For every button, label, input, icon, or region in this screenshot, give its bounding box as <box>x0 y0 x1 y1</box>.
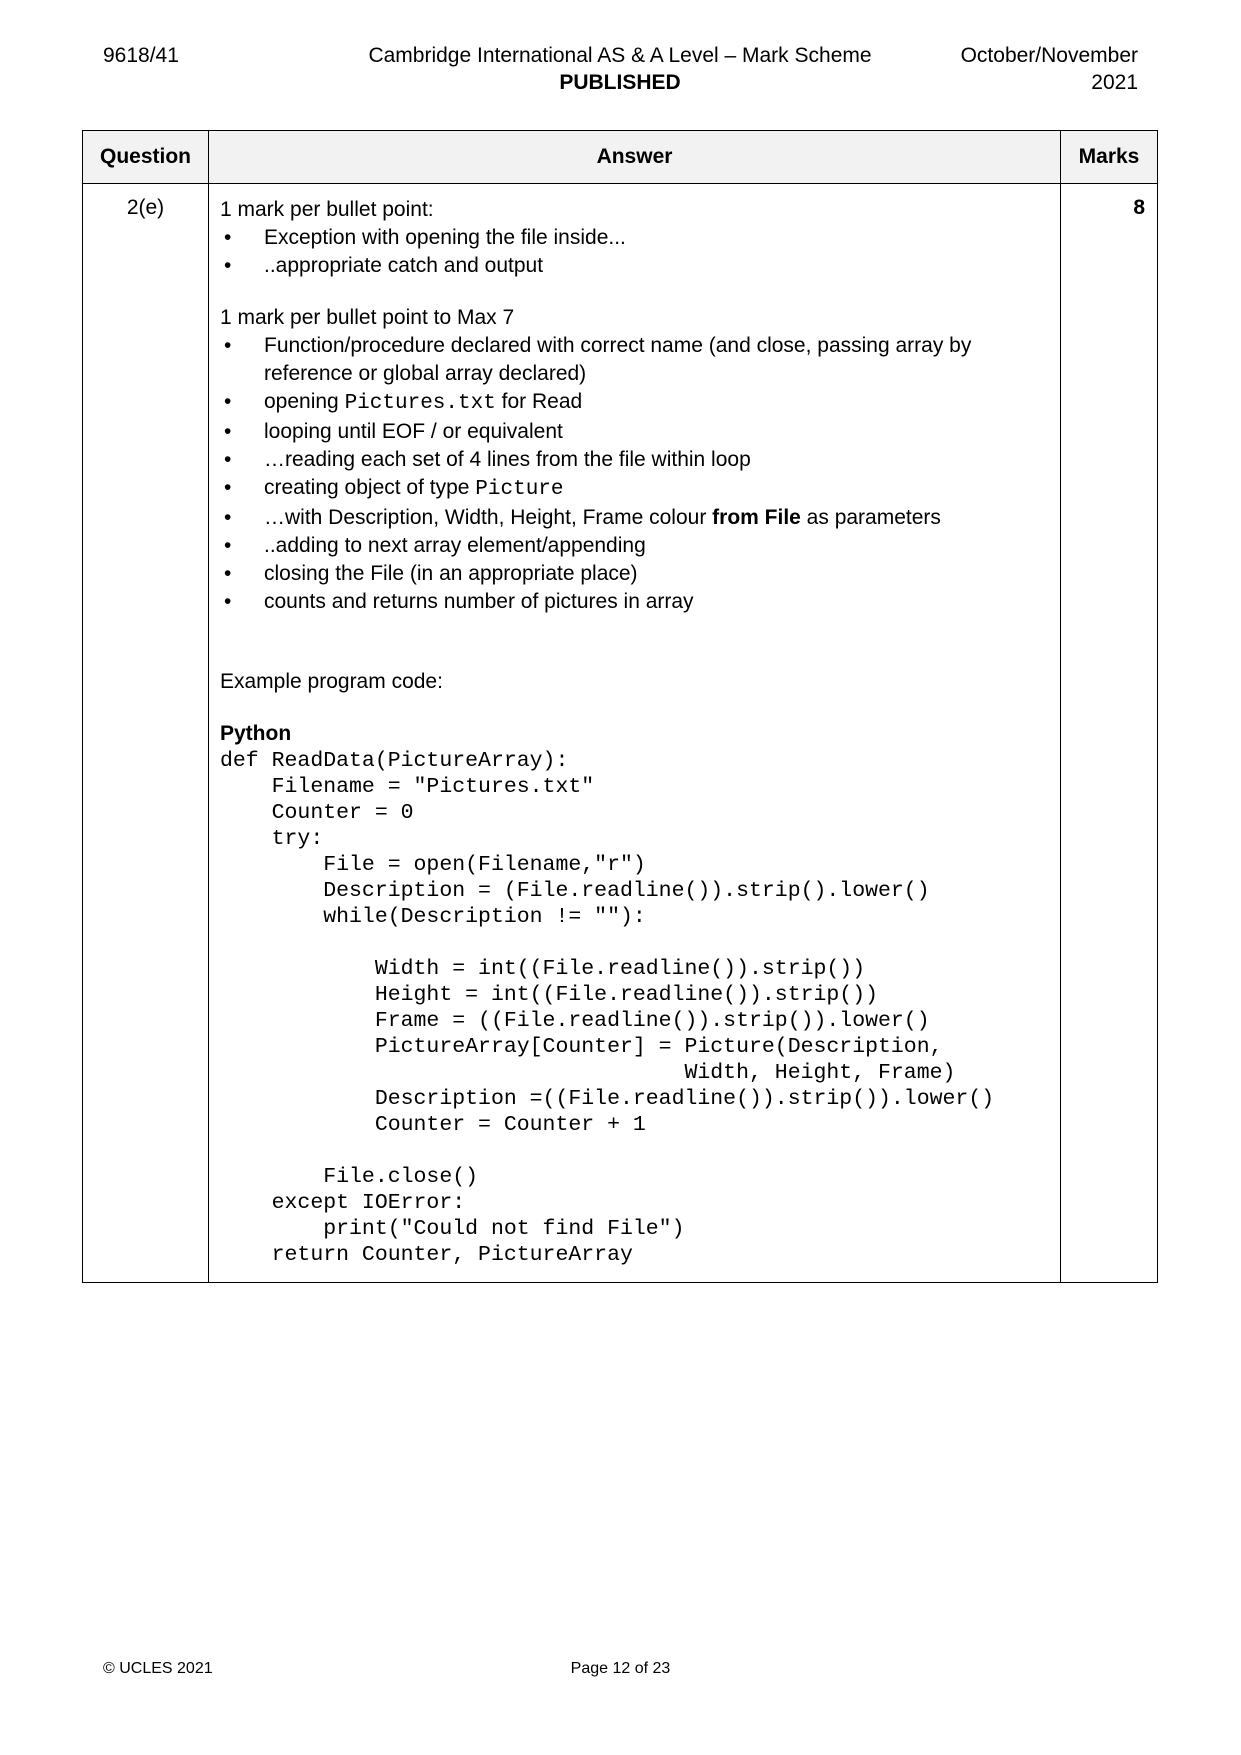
marks-column-header: Marks <box>1061 131 1158 184</box>
document-title-block <box>320 42 920 96</box>
exam-session-year: 2021 <box>1091 71 1138 94</box>
language-heading: Python <box>220 722 292 745</box>
exception-bullet-list <box>220 224 1050 280</box>
syllabus-code: 9618/41 <box>103 44 179 67</box>
class-name-code: Picture <box>475 478 564 501</box>
list-item: • closing the File (in an appropriate place) <box>220 560 1050 588</box>
question-number: 2(e) <box>83 184 209 1283</box>
answer-column-header: Answer <box>209 131 1061 184</box>
published-label: PUBLISHED <box>559 71 681 94</box>
list-item: • counts and returns number of pictures in array <box>220 588 1050 616</box>
example-code-label: Example program code: <box>220 670 443 693</box>
list-item: • ..adding to next array element/appending <box>220 532 1050 560</box>
list-item: • looping until EOF / or equivalent <box>220 418 1050 446</box>
page-number: Page 12 of 23 <box>570 1660 671 1677</box>
marking-bullet-list <box>220 332 1050 616</box>
document-title: Cambridge International AS & A Level – Mark Scheme <box>368 44 872 67</box>
question-column-header: Question <box>83 131 209 184</box>
intro-exception-marks: 1 mark per bullet point: <box>220 198 434 221</box>
marks-value: 8 <box>1061 184 1158 1283</box>
answer-cell <box>209 184 1061 1283</box>
list-item: • Function/procedure declared with correct name (and close, passing array by reference or global array declared) <box>220 332 1050 388</box>
list-item: • …with Description, Width, Height, Frame colour from File as parameters <box>220 504 1050 532</box>
mark-scheme-table <box>82 130 1158 1283</box>
exam-session-months: October/November <box>960 44 1138 67</box>
list-item: • …reading each set of 4 lines from the file within loop <box>220 446 1050 474</box>
table-row <box>83 184 1158 1283</box>
intro-max-marks: 1 mark per bullet point to Max 7 <box>220 306 515 329</box>
filename-code: Pictures.txt <box>344 392 496 415</box>
copyright-notice: © UCLES 2021 <box>103 1660 213 1677</box>
list-item: • opening Pictures.txt for Read <box>220 388 1050 418</box>
list-item: • Exception with opening the file inside... <box>220 224 1050 252</box>
exam-session <box>961 42 1138 96</box>
list-item: • creating object of type Picture <box>220 474 1050 504</box>
table-header-row <box>83 131 1158 184</box>
list-item: • ..appropriate catch and output <box>220 252 1050 280</box>
python-code-block: def ReadData(PictureArray): Filename = "Pictures.txt" Counter = 0 try: File = open(Filename,"r") Description = (File.readline()).strip().lower() while(Description != ""): Width = int((File.readline()).strip()) Height = int((File.readline()).strip()) Frame = ((File.readline()).strip()).lower() PictureArray[Counter] = Picture(Description, Width, Height, Frame) Description =((File.readline()).strip()).lower() Counter = Counter + 1 File.close() except IOError: print("Could not find File") return Counter, PictureArray <box>220 749 995 1267</box>
